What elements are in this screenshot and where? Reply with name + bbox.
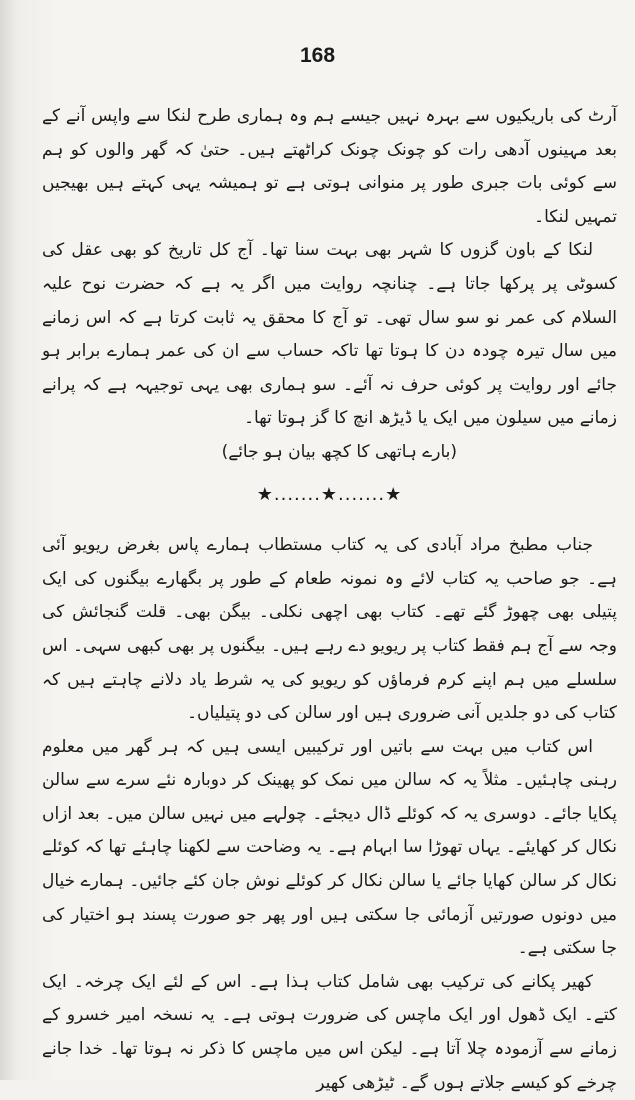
paragraph: آرٹ کی باریکیوں سے بہرہ نہیں جیسے ہم وہ ہماری طرح لنکا سے واپس آنے کے بعد مہینوں آدھی رات کو چونک چونک کراٹھتے ہیں۔ حتیٰ کہ گھر والوں کو ہم سے کوئی بات جبری طور پر منوانی ہوتی ہے تو ہمیشہ یہی کہتے ہیں بھیجیں تمہیں لنکا۔	[42, 106, 617, 227]
paragraph: جناب مطبخ مراد آبادی کی یہ کتاب مستطاب ہمارے پاس بغرض ریویو آئی ہے۔ جو صاحب یہ کتاب لائے وہ نمونہ طعام کے طور پر بگھارے بیگنوں کی ایک پتیلی بھی چھوڑ گئے تھے۔ کتاب بھی اچھی نکلی۔ بیگن بھی۔ قلت گنجائش کی وجہ سے آج ہم فقط کتاب پر ریویو دے رہے ہیں۔ بیگنوں پر بھی کبھی سہی۔ اس سلسلے میں ہم اپنے کرم فرماؤں کو ریویو کی یہ شرط یاد دلانے چاہتے ہیں کہ کتاب کی دو جلدیں آنی ضروری ہیں اور سالن کی دو پتیلیاں۔	[42, 535, 617, 724]
paragraph: کھیر پکانے کی ترکیب بھی شامل کتاب ہذا ہے۔ اس کے لئے ایک چرخہ۔ ایک کتے۔ ایک ڈھول اور ایک ماچس کی ضرورت ہوتی ہے۔ یہ نسخہ امیر خسرو کے زمانے سے آزمودہ چلا آتا ہے۔ لیکن اس میں ماچس کا ذکر نہ ہوتا تھا۔ خدا جانے چرخے کو کیسے جلاتے ہوں گے۔ ٹیڑھی کھیر	[42, 971, 617, 1093]
page-body	[42, 100, 617, 1100]
sub-heading: (بارے ہاتھی کا کچھ بیان ہو جائے)	[221, 441, 457, 462]
paragraph: اس کتاب میں بہت سے باتیں اور ترکیبیں ایسی ہیں کہ ہر گھر میں معلوم رہنی چاہئیں۔ مثلاً یہ کہ سالن میں نمک کو پھینک کر دوبارہ نئے سرے سے سالن پکایا جائے۔ دوسری یہ کہ کوئلے ڈال دیجئے۔ چولہے میں نہیں سالن میں۔ بعد ازاں نکال کر کھایئے۔ یہاں تھوڑا سا ابہام ہے۔ یہ وضاحت سے لکھنا چاہئے تھا کہ کوئلے نکال کر سالن کھایا جائے یا سالن نکال کر کوئلے نوش جان کئے جائیں۔ ہمارے خیال میں دونوں صورتیں آزمائی جا سکتی ہیں اور پھر جو صورت پسند ہو اختیار کی جا سکتی ہے۔	[42, 736, 617, 959]
section-separator: ★.......★.......★	[256, 483, 403, 505]
page-number: 168	[299, 44, 336, 67]
paragraph: لنکا کے باون گزوں کا شہر بھی بہت سنا تھا۔ آج کل تاریخ کو بھی عقل کی کسوٹی پر پرکھا جاتا ہے۔ چنانچہ روایت میں اگر یہ ہے کہ حضرت نوح علیہ السلام کی عمر نو سو سال تھی۔ تو آج کا محقق یہ ثابت کرتا ہے کہ اس زمانے میں سال تیرہ چودہ دن کا ہوتا تھا تاکہ حساب سے ان کی عمر ہمارے برابر ہو جائے اور روایت پر کوئی حرف نہ آئے۔ سو ہماری بھی یہی توجیہہ ہے کہ پرانے زمانے میں سیلون میں ایک یا ڈیڑھ انچ کا گز ہوتا تھا۔	[42, 240, 617, 429]
